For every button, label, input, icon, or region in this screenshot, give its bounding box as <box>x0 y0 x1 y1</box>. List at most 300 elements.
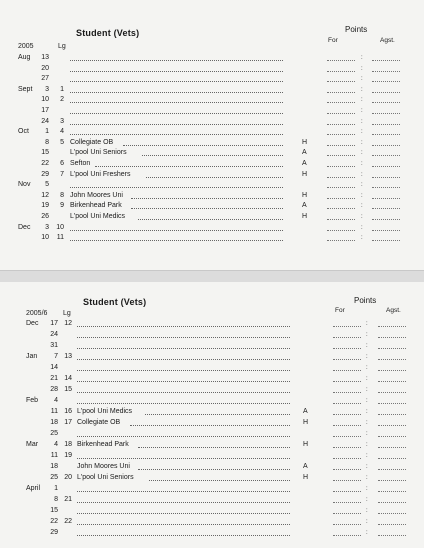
date-day: 27 <box>41 75 49 83</box>
opponent-dotted-line <box>131 208 284 209</box>
league-round: 4 <box>60 128 64 136</box>
league-round: 14 <box>64 375 72 382</box>
points-separator: : <box>366 442 368 448</box>
month-label: Sept <box>18 85 33 93</box>
opponent-dotted-line <box>77 359 290 360</box>
fixture-row <box>0 506 424 516</box>
date-day: 3 <box>45 85 49 93</box>
date-day: 31 <box>50 342 58 349</box>
points-agst-field <box>372 60 400 61</box>
opponent-dotted-line <box>138 447 291 448</box>
points-agst-field <box>372 208 400 209</box>
opponent-dotted-line <box>77 370 290 371</box>
date-day: 24 <box>41 117 49 125</box>
points-for-field <box>333 458 361 459</box>
points-agst-field <box>378 370 406 371</box>
season-label: 2005/6 <box>26 310 48 317</box>
points-agst-field <box>372 177 400 178</box>
fixture-row <box>0 341 424 351</box>
points-separator: : <box>361 65 363 72</box>
opponent-name: L'pool Uni Seniors <box>77 474 134 481</box>
points-separator: : <box>366 387 368 393</box>
league-round: 15 <box>64 386 72 393</box>
points-for-field <box>333 491 361 492</box>
points-for-field <box>327 81 355 82</box>
points-for-field <box>327 166 355 167</box>
date-day: 20 <box>41 64 49 72</box>
points-for-field <box>333 392 361 393</box>
league-round: 22 <box>64 518 72 525</box>
fixture-row <box>0 462 424 472</box>
points-agst-field <box>372 240 400 241</box>
date-day: 4 <box>54 441 58 448</box>
league-round: 3 <box>60 117 64 125</box>
points-separator: : <box>361 182 363 189</box>
date-day: 10 <box>41 96 49 104</box>
date-day: 11 <box>50 452 58 459</box>
points-agst-field <box>372 198 400 199</box>
home-away-marker: H <box>302 213 308 220</box>
fixture-row <box>0 201 424 211</box>
fixture-row <box>0 495 424 505</box>
points-separator: : <box>366 398 368 404</box>
points-agst-field <box>378 348 406 349</box>
points-agst-field <box>372 166 400 167</box>
fixture-row <box>0 138 424 148</box>
points-for-field <box>333 513 361 514</box>
points-for-field <box>333 403 361 404</box>
agst-column-header: Agst. <box>380 37 395 44</box>
points-separator: : <box>366 519 368 525</box>
opponent-name: L'pool Uni Medics <box>77 408 133 415</box>
points-for-field <box>327 102 355 103</box>
league-round: 7 <box>60 170 64 178</box>
opponent-dotted-line <box>77 381 290 382</box>
opponent-name: L'pool Uni Freshers <box>70 170 131 178</box>
fixture-sheet-2005-6 <box>0 282 424 548</box>
date-day: 14 <box>50 364 58 371</box>
fixture-row <box>0 517 424 527</box>
date-day: 10 <box>41 234 49 242</box>
points-agst-field <box>372 113 400 114</box>
points-separator: : <box>361 150 363 157</box>
fixture-row <box>0 85 424 95</box>
opponent-dotted-line <box>77 392 290 393</box>
opponent-dotted-line <box>77 513 290 514</box>
points-for-field <box>327 177 355 178</box>
sheet-title: Student (Vets) <box>76 28 140 38</box>
points-agst-field <box>378 337 406 338</box>
fixture-row <box>0 159 424 169</box>
points-for-field <box>327 240 355 241</box>
points-agst-field <box>378 447 406 448</box>
points-agst-field <box>378 392 406 393</box>
opponent-dotted-line <box>130 425 290 426</box>
league-round: 1 <box>60 85 64 93</box>
league-round: 20 <box>64 474 72 481</box>
points-agst-field <box>378 524 406 525</box>
opponent-dotted-line <box>70 240 283 241</box>
date-day: 17 <box>41 107 49 114</box>
league-round: 10 <box>56 223 64 231</box>
home-away-marker: A <box>302 149 307 157</box>
opponent-dotted-line <box>131 198 284 199</box>
league-round: 2 <box>60 96 64 104</box>
fixture-row <box>0 223 424 233</box>
season-header-row <box>0 309 424 319</box>
lg-column-header: Lg <box>63 310 71 317</box>
points-separator: : <box>361 129 363 136</box>
date-day: 7 <box>54 353 58 360</box>
opponent-dotted-line <box>77 436 290 437</box>
fixture-row <box>0 385 424 395</box>
points-agst-field <box>372 187 400 188</box>
date-day: 26 <box>41 213 49 220</box>
fixture-row <box>0 418 424 428</box>
opponent-name: Collegiate OB <box>70 138 114 146</box>
opponent-dotted-line <box>77 491 290 492</box>
opponent-name: John Moores Uni <box>70 191 123 199</box>
fixture-row <box>0 117 424 127</box>
opponent-dotted-line <box>70 124 283 125</box>
fixture-row <box>0 319 424 329</box>
points-agst-field <box>378 326 406 327</box>
points-for-field <box>327 145 355 146</box>
points-separator: : <box>366 475 368 481</box>
date-day: 22 <box>50 518 58 525</box>
fixture-row <box>0 64 424 74</box>
opponent-dotted-line <box>77 403 290 404</box>
points-for-field <box>333 425 361 426</box>
points-separator: : <box>366 420 368 426</box>
date-day: 18 <box>50 463 58 470</box>
points-separator: : <box>361 224 363 231</box>
opponent-dotted-line <box>95 166 283 167</box>
fixture-row <box>0 528 424 538</box>
fixture-row <box>0 106 424 116</box>
points-agst-field <box>372 230 400 231</box>
points-for-field <box>333 524 361 525</box>
opponent-name: Collegiate OB <box>77 419 121 426</box>
points-for-field <box>327 230 355 231</box>
league-round: 19 <box>64 452 72 459</box>
opponent-dotted-line <box>70 230 283 231</box>
points-for-field <box>333 502 361 503</box>
date-day: 1 <box>54 485 58 492</box>
points-agst-field <box>378 469 406 470</box>
points-agst-field <box>372 145 400 146</box>
points-separator: : <box>366 354 368 360</box>
opponent-dotted-line <box>77 502 290 503</box>
points-for-field <box>327 134 355 135</box>
opponent-dotted-line <box>70 187 283 188</box>
points-separator: : <box>366 530 368 536</box>
points-for-field <box>333 480 361 481</box>
fixture-row <box>0 180 424 190</box>
points-for-field <box>333 469 361 470</box>
for-column-header: For <box>328 37 338 44</box>
fixture-sheet-2005 <box>0 0 424 270</box>
date-day: 15 <box>41 149 49 157</box>
points-for-field <box>327 219 355 220</box>
league-round: 16 <box>64 408 72 415</box>
date-day: 8 <box>54 496 58 503</box>
points-agst-field <box>378 535 406 536</box>
points-agst-field <box>378 480 406 481</box>
points-agst-field <box>378 436 406 437</box>
points-for-field <box>327 60 355 61</box>
opponent-dotted-line <box>70 60 283 61</box>
month-label: Oct <box>18 128 29 136</box>
fixture-row <box>0 212 424 222</box>
points-separator: : <box>366 464 368 470</box>
points-separator: : <box>366 343 368 349</box>
home-away-marker: H <box>302 191 308 199</box>
fixture-row <box>0 363 424 373</box>
opponent-dotted-line <box>146 177 283 178</box>
date-day: 15 <box>50 507 58 514</box>
fixture-row <box>0 170 424 180</box>
points-agst-field <box>378 502 406 503</box>
opponent-dotted-line <box>149 480 290 481</box>
points-separator: : <box>366 508 368 514</box>
opponent-name: John Moores Uni <box>77 463 130 470</box>
points-for-field <box>327 155 355 156</box>
points-agst-field <box>372 81 400 82</box>
points-agst-field <box>372 92 400 93</box>
points-for-field <box>333 348 361 349</box>
for-column-header: For <box>335 307 345 314</box>
points-for-field <box>333 436 361 437</box>
points-separator: : <box>366 431 368 437</box>
points-separator: : <box>366 409 368 415</box>
points-agst-field <box>378 414 406 415</box>
opponent-dotted-line <box>77 337 290 338</box>
date-day: 8 <box>45 138 49 146</box>
points-agst-field <box>372 71 400 72</box>
fixture-row <box>0 191 424 201</box>
date-day: 11 <box>50 408 58 415</box>
fixture-row <box>0 53 424 63</box>
season-header-row <box>0 42 424 52</box>
opponent-name: L'pool Uni Medics <box>70 213 126 220</box>
opponent-name: Birkenhead Park <box>77 441 129 448</box>
points-for-field <box>327 124 355 125</box>
opponent-dotted-line <box>77 458 290 459</box>
points-for-field <box>327 198 355 199</box>
opponent-dotted-line <box>70 113 283 114</box>
points-agst-field <box>378 359 406 360</box>
opponent-dotted-line <box>123 145 283 146</box>
date-day: 22 <box>41 160 49 167</box>
fixture-row <box>0 396 424 406</box>
points-separator: : <box>361 139 363 146</box>
fixture-row <box>0 407 424 417</box>
fixture-row <box>0 74 424 84</box>
opponent-dotted-line <box>138 219 283 220</box>
points-separator: : <box>361 118 363 125</box>
date-day: 24 <box>50 331 58 338</box>
date-day: 12 <box>41 191 49 199</box>
points-for-field <box>327 92 355 93</box>
points-separator: : <box>361 55 363 61</box>
points-separator: : <box>366 332 368 338</box>
league-round: 21 <box>64 496 72 503</box>
points-separator: : <box>361 108 363 114</box>
fixture-row <box>0 148 424 158</box>
points-for-field <box>327 71 355 72</box>
opponent-name: L'pool Uni Seniors <box>70 149 127 157</box>
points-separator: : <box>361 97 363 104</box>
home-away-marker: H <box>302 170 308 178</box>
points-separator: : <box>366 497 368 503</box>
home-away-marker: H <box>303 441 309 448</box>
league-round: 12 <box>64 320 72 327</box>
season-label: 2005 <box>18 43 34 50</box>
points-agst-field <box>378 458 406 459</box>
fixture-row <box>0 429 424 439</box>
points-for-field <box>333 414 361 415</box>
date-day: 19 <box>41 202 49 210</box>
points-separator: : <box>366 453 368 459</box>
points-heading: Points <box>354 296 377 305</box>
points-for-field <box>333 535 361 536</box>
points-separator: : <box>361 192 363 199</box>
points-separator: : <box>361 76 363 83</box>
points-for-field <box>333 370 361 371</box>
points-agst-field <box>372 155 400 156</box>
fixture-row <box>0 484 424 494</box>
month-label: Nov <box>18 181 31 189</box>
points-agst-field <box>378 381 406 382</box>
points-for-field <box>327 208 355 209</box>
date-day: 13 <box>41 54 49 61</box>
points-for-field <box>327 113 355 114</box>
opponent-dotted-line <box>145 414 290 415</box>
points-separator: : <box>361 214 363 220</box>
points-separator: : <box>361 235 363 242</box>
league-round: 5 <box>60 138 64 146</box>
league-round: 9 <box>60 202 64 210</box>
points-heading: Points <box>345 25 368 34</box>
opponent-dotted-line <box>70 134 283 135</box>
month-label: Dec <box>18 223 31 231</box>
points-separator: : <box>366 365 368 371</box>
points-separator: : <box>361 86 363 93</box>
points-agst-field <box>372 102 400 103</box>
points-separator: : <box>366 376 368 382</box>
date-day: 17 <box>50 320 58 327</box>
fixture-row <box>0 440 424 450</box>
home-away-marker: A <box>303 408 308 415</box>
points-for-field <box>327 187 355 188</box>
month-label: Jan <box>26 353 38 360</box>
fixture-row <box>0 95 424 105</box>
month-label: Aug <box>18 54 31 61</box>
fixture-row <box>0 352 424 362</box>
league-round: 13 <box>64 353 72 360</box>
month-label: Feb <box>26 397 39 404</box>
league-round: 17 <box>64 419 72 426</box>
month-label: April <box>26 485 41 492</box>
opponent-dotted-line <box>142 155 283 156</box>
points-separator: : <box>366 321 368 327</box>
fixture-row <box>0 451 424 461</box>
date-day: 1 <box>45 128 49 136</box>
points-agst-field <box>378 491 406 492</box>
points-agst-field <box>378 513 406 514</box>
sheet-title: Student (Vets) <box>83 297 147 307</box>
date-day: 18 <box>50 419 58 426</box>
home-away-marker: H <box>303 419 309 426</box>
home-away-marker: A <box>303 463 308 470</box>
points-separator: : <box>361 161 363 167</box>
opponent-dotted-line <box>70 81 283 82</box>
date-day: 28 <box>50 386 58 393</box>
month-label: Mar <box>26 441 39 448</box>
points-for-field <box>333 447 361 448</box>
points-for-field <box>333 359 361 360</box>
league-round: 18 <box>64 441 72 448</box>
fixture-row <box>0 233 424 243</box>
home-away-marker: H <box>303 474 309 481</box>
fixture-row <box>0 330 424 340</box>
date-day: 21 <box>50 375 58 382</box>
fixture-row <box>0 127 424 137</box>
home-away-marker: A <box>302 160 307 167</box>
points-for-field <box>333 381 361 382</box>
opponent-dotted-line <box>77 348 290 349</box>
date-day: 5 <box>45 181 49 189</box>
league-round: 6 <box>60 160 64 167</box>
home-away-marker: A <box>302 202 307 210</box>
league-round: 8 <box>60 191 64 199</box>
lg-column-header: Lg <box>58 43 66 50</box>
opponent-dotted-line <box>77 326 290 327</box>
opponent-name: Birkenhead Park <box>70 202 122 210</box>
league-round: 11 <box>56 234 64 242</box>
points-for-field <box>333 337 361 338</box>
points-agst-field <box>372 134 400 135</box>
fixture-row <box>0 473 424 483</box>
points-agst-field <box>378 425 406 426</box>
date-day: 4 <box>54 397 58 404</box>
opponent-name: Sefton <box>70 160 91 167</box>
points-separator: : <box>361 203 363 210</box>
points-separator: : <box>366 486 368 492</box>
date-day: 25 <box>50 474 58 481</box>
opponent-dotted-line <box>138 469 291 470</box>
opponent-dotted-line <box>70 102 283 103</box>
points-agst-field <box>372 124 400 125</box>
opponent-dotted-line <box>77 535 290 536</box>
points-agst-field <box>378 403 406 404</box>
opponent-dotted-line <box>70 92 283 93</box>
date-day: 29 <box>41 170 49 178</box>
opponent-dotted-line <box>77 524 290 525</box>
date-day: 29 <box>50 529 58 536</box>
agst-column-header: Agst. <box>386 307 401 314</box>
points-agst-field <box>372 219 400 220</box>
date-day: 3 <box>45 223 49 231</box>
month-label: Dec <box>26 320 39 327</box>
fixture-row <box>0 374 424 384</box>
points-separator: : <box>361 171 363 178</box>
home-away-marker: H <box>302 138 308 146</box>
points-for-field <box>333 326 361 327</box>
opponent-dotted-line <box>70 71 283 72</box>
date-day: 25 <box>50 430 58 437</box>
